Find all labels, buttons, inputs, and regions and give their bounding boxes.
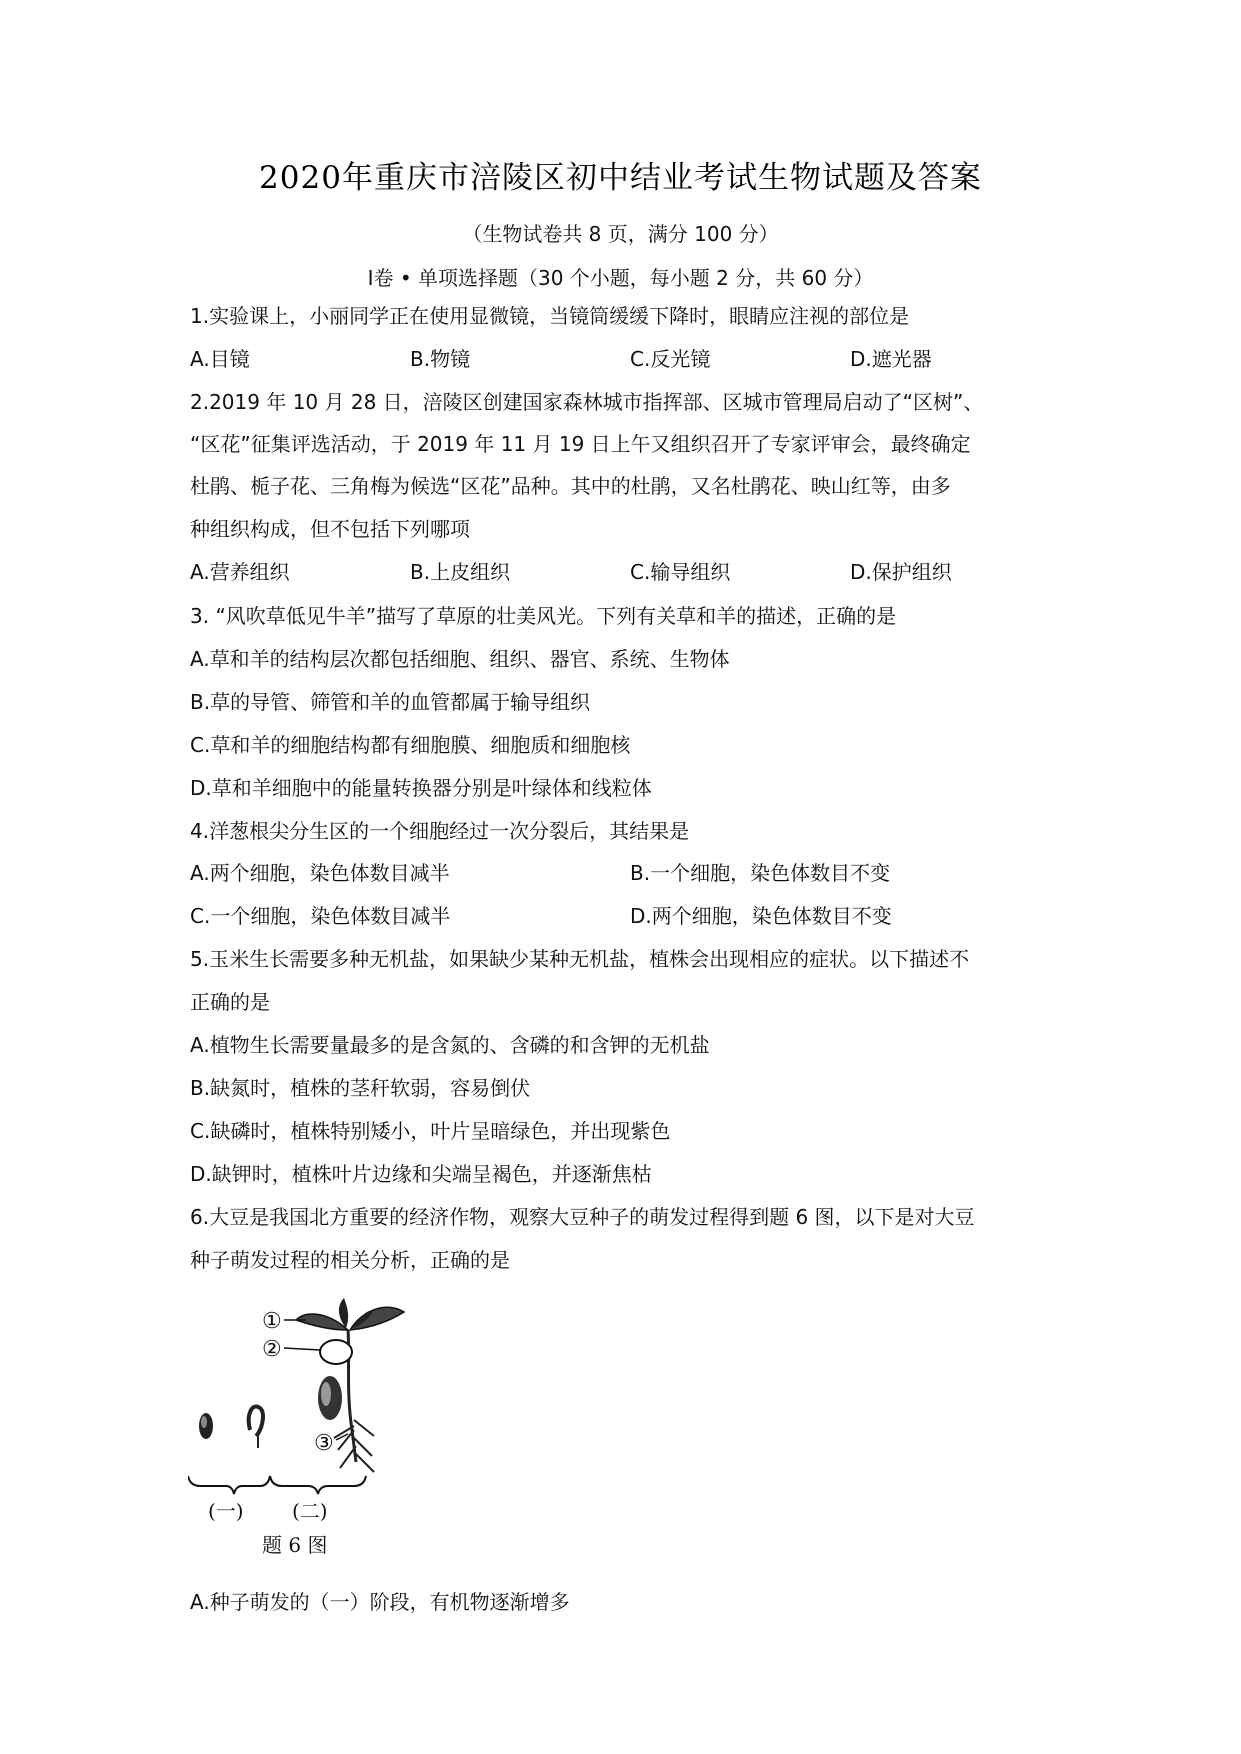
stage-2-label: (二) <box>292 1499 328 1523</box>
question-1-stem: 1.实验课上，小丽同学正在使用显微镜，当镜筒缓缓下降时，眼睛应注视的部位是 <box>190 304 910 328</box>
figure-label-2: ② <box>262 1337 282 1362</box>
figure-label-1: ① <box>262 1309 282 1334</box>
question-6-option-a: A.种子萌发的（一）阶段，有机物逐渐增多 <box>190 1590 570 1614</box>
section-heading: Ⅰ卷 • 单项选择题（30 个小题，每小题 2 分，共 60 分） <box>367 266 874 290</box>
question-3-option-c: C.草和羊的细胞结构都有细胞膜、细胞质和细胞核 <box>190 733 631 757</box>
question-5-option-d: D.缺钾时，植株叶片边缘和尖端呈褐色，并逐渐焦枯 <box>190 1162 652 1186</box>
question-4-option-a: A.两个细胞，染色体数目减半 <box>190 861 450 885</box>
question-6-line-2: 种子萌发过程的相关分析，正确的是 <box>190 1248 510 1272</box>
question-1-option-c: C.反光镜 <box>630 347 711 371</box>
question-1-option-a: A.目镜 <box>190 347 250 371</box>
question-2-line-3: 杜鹃、栀子花、三角梅为候选“区花”品种。其中的杜鹃，又名杜鹃花、映山红等，由多 <box>190 474 951 498</box>
question-2-line-4: 种组织构成，但不包括下列哪项 <box>190 517 470 541</box>
question-4-option-d: D.两个细胞，染色体数目不变 <box>630 904 892 928</box>
question-3-option-d: D.草和羊细胞中的能量转换器分别是叶绿体和线粒体 <box>190 776 652 800</box>
question-1-option-d: D.遮光器 <box>850 347 932 371</box>
question-2-option-c: C.输导组织 <box>630 560 731 584</box>
stage-1-brace <box>188 1476 270 1494</box>
sprouting-seed-drawing <box>249 1407 263 1436</box>
question-5-line-2: 正确的是 <box>190 990 270 1014</box>
question-2-option-a: A.营养组织 <box>190 560 290 584</box>
question-3-stem: 3. “风吹草低见牛羊”描写了草原的壮美风光。下列有关草和羊的描述，正确的是 <box>190 604 897 628</box>
question-6-line-1: 6.大豆是我国北方重要的经济作物，观察大豆种子的萌发过程得到题 6 图，以下是对大豆 <box>190 1205 975 1229</box>
question-1-option-b: B.物镜 <box>410 347 471 371</box>
question-4-stem: 4.洋葱根尖分生区的一个细胞经过一次分裂后，其结果是 <box>190 819 690 843</box>
question-3-option-a: A.草和羊的结构层次都包括细胞、组织、器官、系统、生物体 <box>190 647 730 671</box>
question-5-option-c: C.缺磷时，植株特别矮小，叶片呈暗绿色，并出现紫色 <box>190 1119 671 1143</box>
question-5-option-b: B.缺氮时，植株的茎秆软弱，容易倒伏 <box>190 1076 531 1100</box>
figure-6-seed-germination <box>188 1290 468 1558</box>
question-3-option-b: B.草的导管、筛管和羊的血管都属于输导组织 <box>190 690 591 714</box>
stage-2-brace <box>270 1476 366 1494</box>
question-4-option-b: B.一个细胞，染色体数目不变 <box>630 861 891 885</box>
question-4-option-c: C.一个细胞，染色体数目减半 <box>190 904 451 928</box>
stage-1-label: (一) <box>208 1499 244 1523</box>
question-2-option-d: D.保护组织 <box>850 560 952 584</box>
page-title: 2020年重庆市涪陵区初中结业考试生物试题及答案 <box>259 160 982 196</box>
figure-caption: 题 6 图 <box>262 1533 328 1557</box>
question-5-option-a: A.植物生长需要量最多的是含氮的、含磷的和含钾的无机盐 <box>190 1033 710 1057</box>
question-2-line-2: “区花”征集评选活动，于 2019 年 11 月 19 日上午又组织召开了专家评审会，最终确定 <box>190 432 971 456</box>
germination-diagram <box>188 1290 468 1558</box>
page-subtitle: （生物试卷共 8 页，满分 100 分） <box>462 222 779 246</box>
question-5-line-1: 5.玉米生长需要多种无机盐，如果缺少某种无机盐，植株会出现相应的症状。以下描述不 <box>190 947 970 971</box>
question-2-line-1: 2.2019 年 10 月 28 日，涪陵区创建国家森林城市指挥部、区城市管理局启动了“区树”、 <box>190 390 984 414</box>
question-2-option-b: B.上皮组织 <box>410 560 511 584</box>
figure-label-3: ③ <box>314 1431 334 1456</box>
